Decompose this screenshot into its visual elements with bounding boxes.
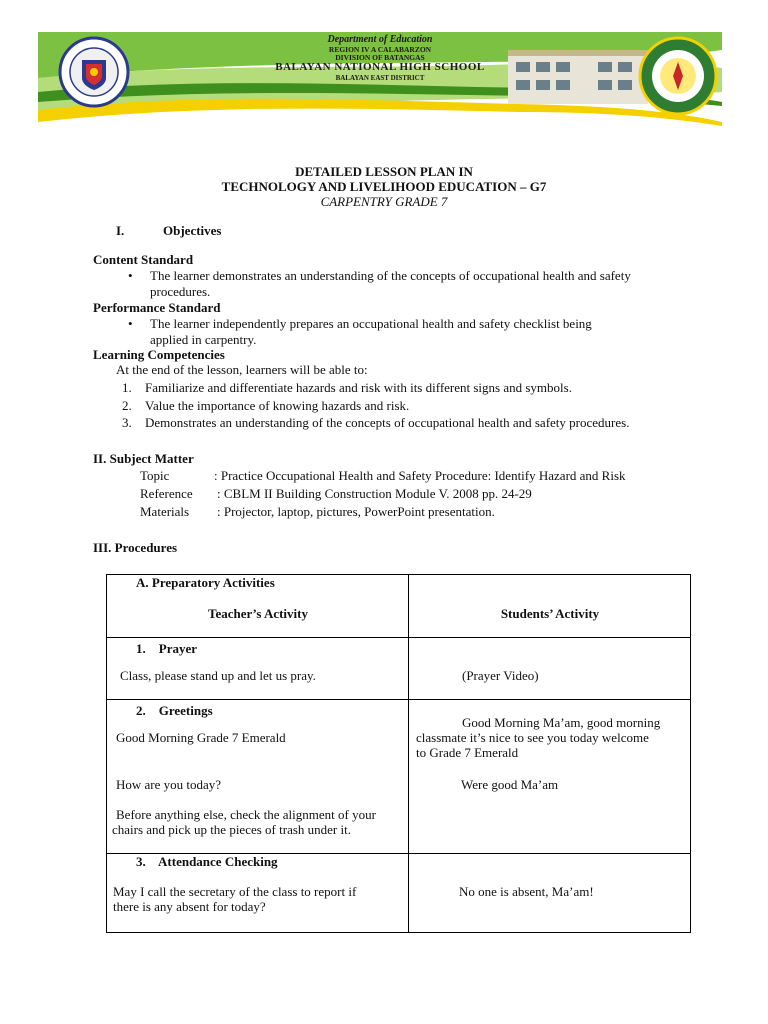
students-header: Students’ Activity	[500, 606, 600, 621]
students-cell	[409, 638, 691, 700]
students-text: (Prayer Video)	[462, 668, 539, 683]
performance-standard-text-1: The learner independently prepares an occupational health and safety checklist being	[150, 316, 592, 331]
competency-number: 1.	[122, 380, 132, 395]
procedures-heading: III. Procedures	[93, 540, 178, 555]
teacher-text: How are you today?	[116, 777, 222, 792]
table-row	[107, 575, 691, 638]
teacher-cell	[107, 638, 409, 700]
header-banner	[38, 32, 722, 132]
reference-label: Reference	[140, 486, 193, 501]
division-name: DIVISION OF BATANGAS	[335, 53, 425, 62]
students-text: Good Morning Ma’am, good morning	[462, 715, 661, 730]
topic-label: Topic	[140, 468, 170, 483]
title-line-3: CARPENTRY GRADE 7	[320, 194, 448, 209]
performance-standard-label: Performance Standard	[93, 300, 221, 315]
performance-standard-text-2: applied in carpentry.	[150, 332, 257, 347]
teacher-header: Teacher’s Activity	[207, 606, 308, 621]
competency-item: Demonstrates an understanding of the concepts of occupational health and safety procedures.	[145, 415, 630, 430]
teacher-text: chairs and pick up the pieces of trash under it.	[112, 822, 351, 837]
procedures-table	[106, 574, 691, 933]
content-standard-label: Content Standard	[93, 252, 194, 267]
teacher-text: May I call the secretary of the class to report if	[113, 884, 357, 899]
row-title: 3. Attendance Checking	[136, 854, 278, 869]
students-text: to Grade 7 Emerald	[416, 745, 519, 760]
reference-value: : CBLM II Building Construction Module V. 2008 pp. 24-29	[217, 486, 532, 501]
table-row	[107, 854, 691, 933]
students-text: classmate it’s nice to see you today welcome	[416, 730, 649, 745]
bullet-icon: •	[128, 268, 133, 283]
materials-label: Materials	[140, 504, 190, 519]
content-standard-text-1: The learner demonstrates an understanding of the concepts of occupational health and safety	[150, 268, 631, 283]
dept-name: Department of Education	[327, 34, 433, 45]
teacher-text: Good Morning Grade 7 Emerald	[116, 730, 286, 745]
students-text: Were good Ma’am	[461, 777, 559, 792]
teacher-cell	[107, 854, 409, 933]
teacher-cell	[107, 700, 409, 854]
table-header-cell	[409, 575, 691, 638]
competency-number: 3.	[122, 415, 132, 430]
table-header-cell	[107, 575, 409, 638]
table-row	[107, 700, 691, 854]
competencies-label: Learning Competencies	[93, 347, 225, 362]
students-cell	[409, 700, 691, 854]
bullet-icon: •	[128, 316, 133, 331]
objectives-heading: Objectives	[163, 223, 222, 238]
table-row	[107, 638, 691, 700]
title-line-1: DETAILED LESSON PLAN IN	[295, 164, 473, 179]
competency-item: Value the importance of knowing hazards and risk.	[145, 398, 410, 413]
competency-number: 2.	[122, 398, 132, 413]
teacher-text: there is any absent for today?	[113, 899, 266, 914]
competency-item: Familiarize and differentiate hazards and risk with its different signs and symbols.	[145, 380, 572, 395]
teacher-text: Class, please stand up and let us pray.	[120, 668, 316, 683]
row-title: 1. Prayer	[136, 641, 198, 656]
teacher-text: Before anything else, check the alignment of your	[116, 807, 376, 822]
section-label: A. Preparatory Activities	[136, 575, 275, 590]
district-name: BALAYAN EAST DISTRICT	[335, 74, 425, 82]
row-title: 2. Greetings	[136, 703, 213, 718]
title-line-2: TECHNOLOGY AND LIVELIHOOD EDUCATION – G7	[221, 179, 547, 194]
school-name: BALAYAN NATIONAL HIGH SCHOOL	[275, 61, 485, 73]
objectives-number: I.	[116, 223, 125, 238]
materials-value: : Projector, laptop, pictures, PowerPoint presentation.	[217, 504, 495, 519]
topic-value: : Practice Occupational Health and Safety Procedure: Identify Hazard and Risk	[214, 468, 626, 483]
students-cell	[409, 854, 691, 933]
competencies-intro: At the end of the lesson, learners will be able to:	[116, 362, 368, 377]
subject-matter-heading: II. Subject Matter	[93, 451, 194, 466]
content-standard-text-2: procedures.	[150, 284, 211, 299]
students-text: No one is absent, Ma’am!	[459, 884, 594, 899]
region-name: REGION IV A CALABARZON	[328, 45, 432, 54]
